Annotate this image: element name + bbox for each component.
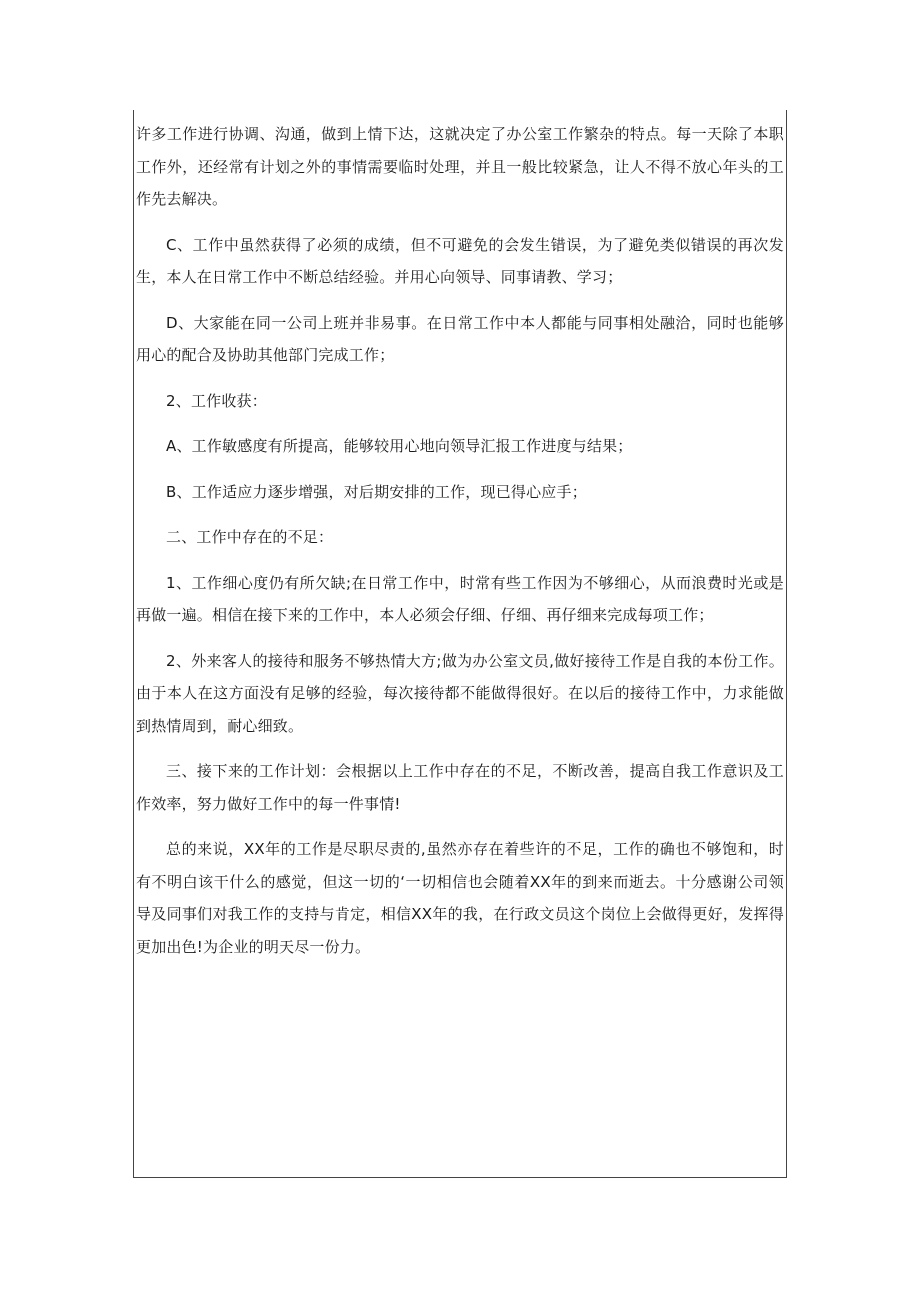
paragraph: 1、工作细心度仍有所欠缺;在日常工作中，时常有些工作因为不够细心，从而浪费时光或是再做一遍。相信在接下来的工作中，本人必须会仔细、仔细、再仔细来完成每项工作； [136, 573, 784, 624]
document-body [136, 118, 784, 976]
paragraph: 许多工作进行协调、沟通，做到上情下达，这就决定了办公室工作繁杂的特点。每一天除了本职工作外，还经常有计划之外的事情需要临时处理，并且一般比较紧急，让人不得不放心年头的工作先去解决。 [136, 125, 784, 208]
paragraph: D、大家能在同一公司上班并非易事。在日常工作中本人都能与同事相处融洽，同时也能够用心的配合及协助其他部门完成工作； [136, 313, 784, 364]
paragraph: C、工作中虽然获得了必须的成绩，但不可避免的会发生错误，为了避免类似错误的再次发生，本人在日常工作中不断总结经验。并用心向领导、同事请教、学习； [136, 235, 784, 286]
paragraph: 三、接下来的工作计划：会根据以上工作中存在的不足，不断改善，提高自我工作意识及工作效率，努力做好工作中的每一件事情! [136, 762, 784, 813]
paragraph: B、工作适应力逐步增强，对后期安排的工作，现已得心应手； [166, 482, 587, 501]
paragraph: 2、工作收获： [166, 391, 267, 410]
paragraph: 总的来说，XX年的工作是尽职尽责的,虽然亦存在着些许的不足，工作的确也不够饱和，时有不明白该干什么的感觉，但这一切的‘一切相信也会随着XX年的到来而逝去。十分感谢公司领导及同事们对我工作的支持与肯定，相信XX年的我，在行政文员这个岗位上会做得更好，发挥得更加出色!为企业的明天尽一份力。 [136, 840, 784, 956]
paragraph: A、工作敏感度有所提高，能够较用心地向领导汇报工作进度与结果； [166, 437, 633, 455]
paragraph: 2、外来客人的接待和服务不够热情大方;做为办公室文员,做好接待工作是自我的本份工作。由于本人在这方面没有足够的经验，每次接待都不能做得很好。在以后的接待工作中，力求能做到热情周到，耐心细致。 [136, 651, 784, 735]
paragraph: 二、工作中存在的不足： [166, 528, 334, 546]
